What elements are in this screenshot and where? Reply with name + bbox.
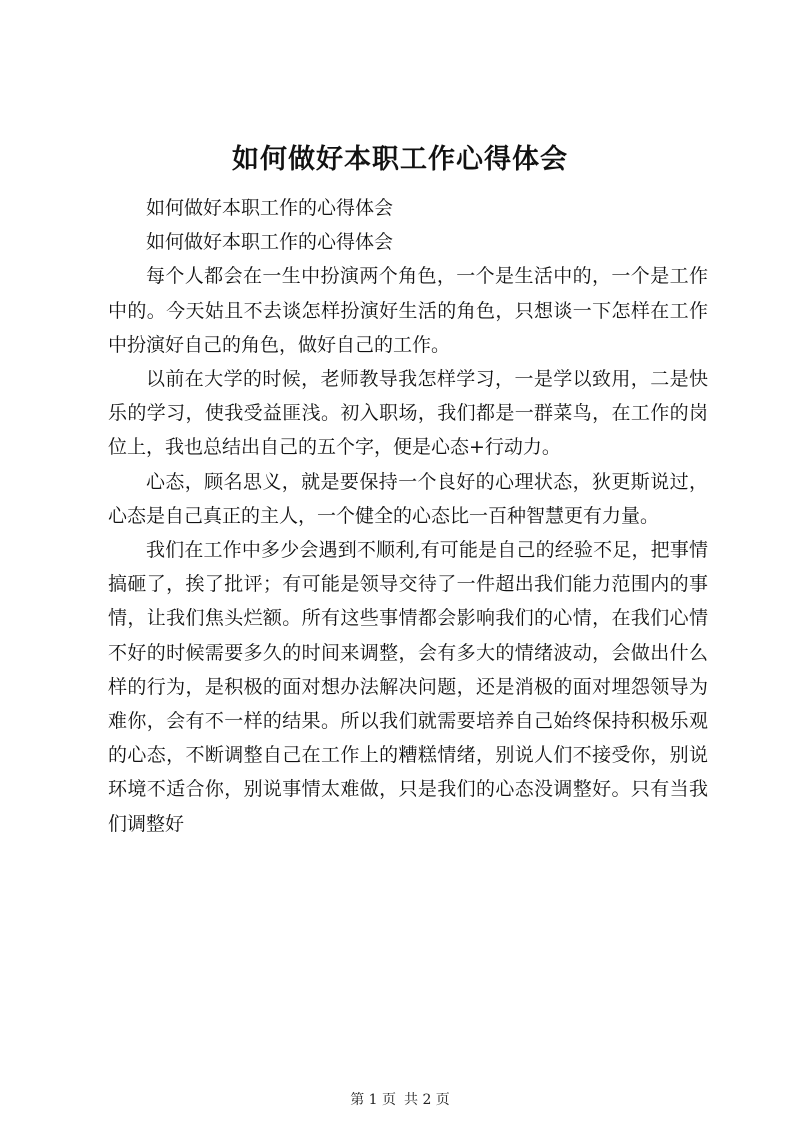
- paragraph-university: 以前在大学的时候，老师教导我怎样学习，一是学以致用，二是快乐的学习，使我受益匪浅。初入职场，我们都是一群菜鸟，在工作的岗位上，我也总结出自己的五个字，便是心态+行动力。: [108, 368, 708, 459]
- paragraph-mindset: 心态，顾名思义，就是要保持一个良好的心理状态，狄更斯说过，心态是自己真正的主人，一个健全的心态比一百种智慧更有力量。: [108, 470, 708, 527]
- page-footer: [0, 1090, 800, 1110]
- document-title: 如何做好本职工作心得体会: [232, 144, 568, 175]
- paragraph-subtitle-1: 如何做好本职工作的心得体会: [146, 197, 394, 219]
- paragraph-difficulties: 我们在工作中多少会遇到不顺利,有可能是自己的经验不足，把事情搞砸了，挨了批评；有可能是领导交待了一件超出我们能力范围内的事情，让我们焦头烂额。所有这些事情都会影响我们的心情，在我们心情不好的时候需要多久的时间来调整，会有多大的情绪波动，会做出什么样的行为，是积极的面对想办法解决问题，还是消极的面对埋怨领导为难你，会有不一样的结果。所以我们就需要培养自己始终保持积极乐观的心态，不断调整自己在工作上的糟糕情绪，别说人们不接受你，别说环境不适合你，别说事情太难做，只是我们的心态没调整好。只有当我们调整好: [108, 539, 708, 835]
- page-total: 共 2 页: [404, 1092, 450, 1108]
- paragraph-roles: 每个人都会在一生中扮演两个角色，一个是生活中的，一个是工作中的。今天姑且不去谈怎样扮演好生活的角色，只想谈一下怎样在工作中扮演好自己的角色，做好自己的工作。: [108, 265, 708, 356]
- page-number: 第 1 页: [350, 1092, 396, 1108]
- document-body: [108, 191, 708, 841]
- paragraph-subtitle-2: 如何做好本职工作的心得体会: [146, 231, 394, 254]
